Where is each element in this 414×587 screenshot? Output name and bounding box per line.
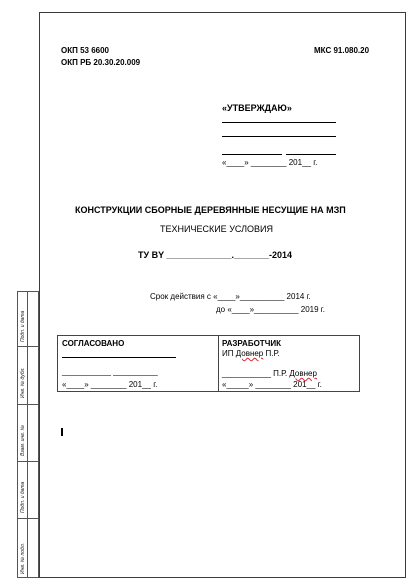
strip-label-sign-date-1: Подп. и дата xyxy=(20,310,26,342)
text-cursor[interactable] xyxy=(61,428,63,436)
validity-from: Срок действия с «____»__________ 2014 г. xyxy=(150,292,311,301)
document-subtitle: ТЕХНИЧЕСКИЕ УСЛОВИЯ xyxy=(160,224,273,234)
approve-title: «УТВЕРЖДАЮ» xyxy=(222,103,292,113)
document-title: КОНСТРУКЦИИ СБОРНЫЕ ДЕРЕВЯННЫЕ НЕСУЩИЕ НА МЗП xyxy=(75,205,346,215)
agreed-heading: СОГЛАСОВАНО xyxy=(62,339,125,348)
approve-date: «____» ________ 201__ г. xyxy=(222,158,318,167)
developer-name xyxy=(222,349,280,358)
developer-sig-surname: Довнер xyxy=(289,369,317,378)
mks-code: МКС 91.080.20 xyxy=(314,46,370,55)
validity-to: до «____»__________ 2019 г. xyxy=(216,305,325,314)
strip-label-sign-date-2: Подп. и дата xyxy=(20,481,26,513)
approval-divider xyxy=(218,336,219,391)
approval-table xyxy=(57,335,360,392)
side-stamp-strip xyxy=(17,291,39,578)
developer-name-initials: П.Р. xyxy=(263,349,280,358)
okp-code: ОКП 53 6600 xyxy=(61,46,109,55)
agreed-line-1 xyxy=(62,357,176,358)
okp-rb-code: ОКП РБ 20.30.20.009 xyxy=(61,58,141,67)
approve-line-1 xyxy=(222,122,336,123)
developer-sig-prefix: ___________ П.Р. xyxy=(222,369,290,378)
strip-label-replace-inv: Взам. инв. № xyxy=(20,425,26,456)
strip-column-divider xyxy=(27,292,28,577)
tu-number: ТУ BY _____________._______-2014 xyxy=(138,250,293,260)
strip-label-orig-inv: Инв. № подл. xyxy=(20,542,26,574)
agreed-sign-line: ___________ __________ xyxy=(62,367,158,376)
approve-line-2 xyxy=(222,136,336,137)
strip-row-divider xyxy=(18,461,38,462)
developer-date: «_____» ________ 201__ г. xyxy=(222,380,322,389)
strip-label-dup-inv: Инв. № дубл. xyxy=(20,367,26,398)
developer-signature xyxy=(222,369,317,378)
developer-heading: РАЗРАБОТЧИК xyxy=(222,339,281,348)
developer-name-prefix: ИП xyxy=(222,349,236,358)
agreed-date: «____» ________ 201__ г. xyxy=(62,380,158,389)
strip-row-divider xyxy=(18,518,38,519)
strip-row-divider xyxy=(18,346,38,347)
developer-name-surname: Довнер xyxy=(235,349,264,358)
approve-sign-line xyxy=(222,154,282,155)
strip-row-divider xyxy=(18,404,38,405)
approve-name-line xyxy=(286,154,336,155)
